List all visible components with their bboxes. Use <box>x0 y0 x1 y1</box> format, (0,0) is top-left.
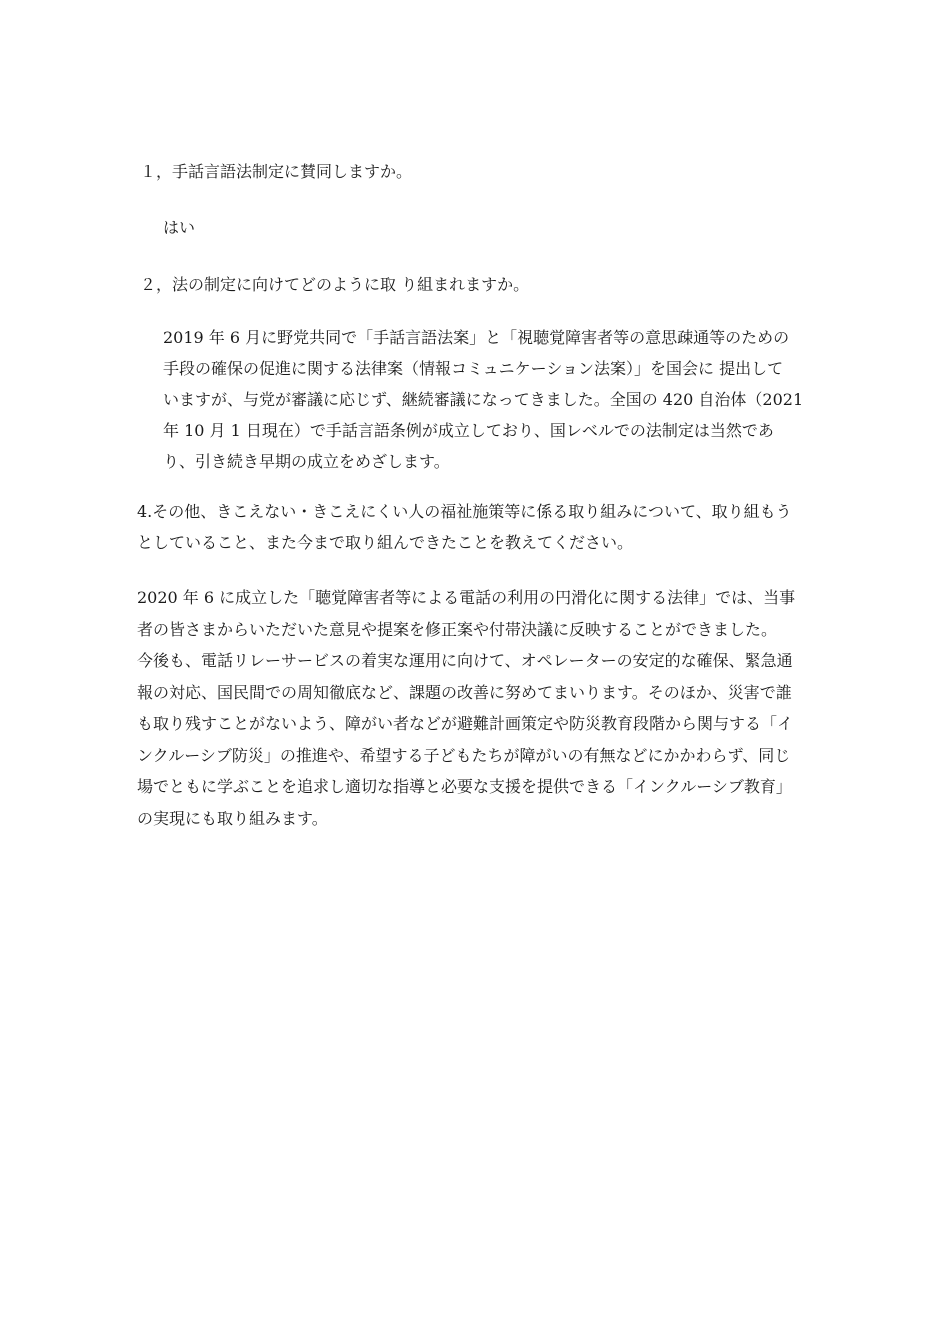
answer-4-line: 者の皆さまからいただいた意見や提案を修正案や付帯決議に反映することができました。 <box>137 619 778 639</box>
question-2: ２，法の制定に向けてどのように取 り組まれますか。 <box>140 275 530 294</box>
answer-4-line: ンクルーシブ防災」の推進や、希望する子どもたちが障がいの有無などにかかわらず、同じ <box>137 745 791 765</box>
question-1: １，手話言語法制定に賛同しますか。 <box>140 162 413 181</box>
question-4 <box>137 496 817 558</box>
answer-2-line: 年 10 月 1 日現在）で手話言語条例が成立しており、国レベルでの法制定は当然であ <box>163 421 774 440</box>
answer-4 <box>137 582 817 834</box>
question-4-line: 4.その他、きこえない・きこえにくい人の福祉施策等に係る取り組みについて、取り組もう <box>137 502 792 521</box>
answer-4-line: 今後も、電話リレーサービスの着実な運用に向けて、オペレーターの安定的な確保、緊急通 <box>137 651 793 670</box>
answer-4-line: も取り残すことがないよう、障がい者などが避難計画策定や防災教育段階から関与する「イ <box>137 714 794 733</box>
answer-2 <box>163 322 808 477</box>
answer-2-line: 2019 年 6 月に野党共同で「手話言語法案」と「視聴覚障害者等の意思疎通等のための <box>163 328 790 347</box>
answer-4-line: の実現にも取り組みます。 <box>137 808 328 828</box>
answer-4-line: 報の対応、国民間での周知徹底など、課題の改善に努めてまいります。そのほか、災害で誰 <box>137 682 792 702</box>
answer-4-line: 場でともに学ぶことを追求し適切な指導と必要な支援を提供できる「インクルーシブ教育」 <box>137 777 792 796</box>
answer-2-line: り、引き続き早期の成立をめざします。 <box>163 452 450 471</box>
answer-2-line: いますが、与党が審議に応じず、継続審議になってきました。全国の 420 自治体（2021 <box>163 390 804 409</box>
answer-1: はい <box>163 218 196 237</box>
answer-4-line: 2020 年 6 に成立した「聴覚障害者等による電話の利用の円滑化に関する法律」では、当事 <box>137 588 796 607</box>
answer-2-line: 手段の確保の促進に関する法律案（情報コミュニケーション法案）」を国会に 提出して <box>163 359 784 378</box>
question-4-line: としていること、また今まで取り組んできたことを教えてください。 <box>137 533 634 552</box>
